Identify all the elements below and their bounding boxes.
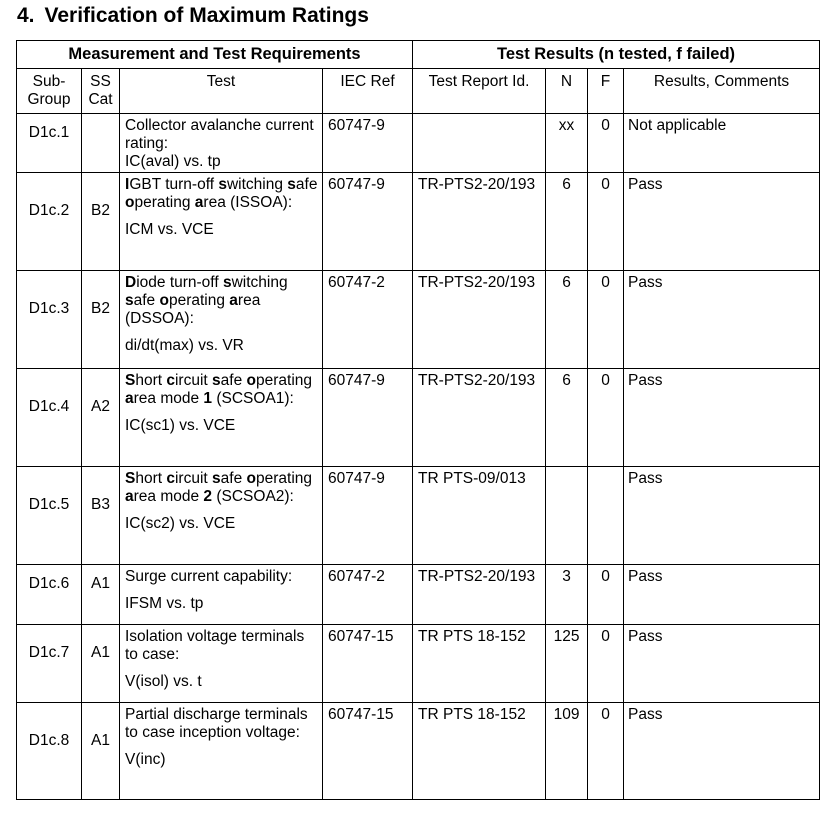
report-id-cell: TR PTS 18-152 bbox=[413, 703, 546, 800]
n-tested-cell: 6 bbox=[546, 369, 588, 467]
f-failed-cell: 0 bbox=[588, 565, 624, 625]
test-cell bbox=[120, 369, 323, 467]
subgroup-cell: D1c.8 bbox=[17, 703, 82, 800]
n-tested-cell: 109 bbox=[546, 703, 588, 800]
iec-ref-cell: 60747-2 bbox=[323, 565, 413, 625]
test-description: Isolation voltage terminals to case: bbox=[125, 628, 305, 663]
f-failed-cell: 0 bbox=[588, 369, 624, 467]
group-header-requirements: Measurement and Test Requirements bbox=[17, 41, 413, 69]
iec-ref-cell: 60747-2 bbox=[323, 271, 413, 369]
table-row bbox=[17, 271, 820, 369]
table-row bbox=[17, 703, 820, 800]
group-header-results: Test Results (n tested, f failed) bbox=[413, 41, 820, 69]
test-formula: IC(aval) vs. tp bbox=[125, 153, 221, 170]
test-description: Short circuit safe operating area mode 1 (SCSOA1): bbox=[125, 372, 312, 407]
iec-ref-cell: 60747-9 bbox=[323, 369, 413, 467]
ss-cat-cell: B2 bbox=[82, 271, 120, 369]
col-header-iec-ref: IEC Ref bbox=[323, 69, 413, 114]
col-header-report-id: Test Report Id. bbox=[413, 69, 546, 114]
test-cell bbox=[120, 625, 323, 703]
result-cell: Pass bbox=[624, 369, 820, 467]
ss-cat-cell: B3 bbox=[82, 467, 120, 565]
result-cell: Not applicable bbox=[624, 114, 820, 173]
col-header-ss-cat: SS Cat bbox=[82, 69, 120, 114]
subgroup-cell: D1c.1 bbox=[17, 114, 82, 173]
ss-cat-cell: A1 bbox=[82, 565, 120, 625]
subgroup-cell: D1c.4 bbox=[17, 369, 82, 467]
result-cell: Pass bbox=[624, 173, 820, 271]
table-row bbox=[17, 565, 820, 625]
test-description: Partial discharge terminals to case inception voltage: bbox=[125, 706, 308, 741]
iec-ref-cell: 60747-9 bbox=[323, 114, 413, 173]
test-cell bbox=[120, 565, 323, 625]
n-tested-cell: xx bbox=[546, 114, 588, 173]
test-cell bbox=[120, 703, 323, 800]
test-formula: ICM vs. VCE bbox=[125, 221, 214, 238]
ss-cat-cell: B2 bbox=[82, 173, 120, 271]
report-id-cell: TR-PTS2-20/193 bbox=[413, 565, 546, 625]
result-cell: Pass bbox=[624, 565, 820, 625]
report-id-cell: TR PTS 18-152 bbox=[413, 625, 546, 703]
test-formula: IFSM vs. tp bbox=[125, 595, 204, 612]
result-cell: Pass bbox=[624, 625, 820, 703]
test-formula: di/dt(max) vs. VR bbox=[125, 337, 244, 354]
section-title: Verification of Maximum Ratings bbox=[44, 4, 369, 27]
n-tested-cell: 125 bbox=[546, 625, 588, 703]
table-row bbox=[17, 369, 820, 467]
result-cell: Pass bbox=[624, 467, 820, 565]
n-tested-cell bbox=[546, 467, 588, 565]
ss-cat-cell: A2 bbox=[82, 369, 120, 467]
n-tested-cell: 6 bbox=[546, 173, 588, 271]
test-formula: V(isol) vs. t bbox=[125, 673, 202, 690]
col-header-test: Test bbox=[120, 69, 323, 114]
n-tested-cell: 6 bbox=[546, 271, 588, 369]
test-formula: IC(sc1) vs. VCE bbox=[125, 417, 236, 434]
f-failed-cell: 0 bbox=[588, 703, 624, 800]
subgroup-cell: D1c.7 bbox=[17, 625, 82, 703]
iec-ref-cell: 60747-9 bbox=[323, 173, 413, 271]
f-failed-cell bbox=[588, 467, 624, 565]
ss-cat-cell: A1 bbox=[82, 703, 120, 800]
report-id-cell bbox=[413, 114, 546, 173]
ratings-table bbox=[16, 40, 820, 800]
report-id-cell: TR-PTS2-20/193 bbox=[413, 271, 546, 369]
table-row bbox=[17, 114, 820, 173]
subgroup-cell: D1c.6 bbox=[17, 565, 82, 625]
f-failed-cell: 0 bbox=[588, 173, 624, 271]
test-description: Collector avalanche current rating: bbox=[125, 117, 314, 152]
f-failed-cell: 0 bbox=[588, 625, 624, 703]
report-id-cell: TR PTS-09/013 bbox=[413, 467, 546, 565]
ss-cat-cell bbox=[82, 114, 120, 173]
subgroup-cell: D1c.2 bbox=[17, 173, 82, 271]
test-cell bbox=[120, 467, 323, 565]
table-row bbox=[17, 467, 820, 565]
section-heading bbox=[17, 0, 369, 32]
test-formula: V(inc) bbox=[125, 751, 166, 768]
report-id-cell: TR-PTS2-20/193 bbox=[413, 369, 546, 467]
f-failed-cell: 0 bbox=[588, 271, 624, 369]
n-tested-cell: 3 bbox=[546, 565, 588, 625]
table-row bbox=[17, 625, 820, 703]
table-row bbox=[17, 173, 820, 271]
col-header-results: Results, Comments bbox=[624, 69, 820, 114]
col-header-subgroup: Sub- Group bbox=[17, 69, 82, 114]
col-header-n: N bbox=[546, 69, 588, 114]
iec-ref-cell: 60747-9 bbox=[323, 467, 413, 565]
test-description: Diode turn-off switching safe operating area (DSSOA): bbox=[125, 274, 288, 327]
col-header-f: F bbox=[588, 69, 624, 114]
result-cell: Pass bbox=[624, 271, 820, 369]
f-failed-cell: 0 bbox=[588, 114, 624, 173]
test-formula: IC(sc2) vs. VCE bbox=[125, 515, 236, 532]
test-description: Short circuit safe operating area mode 2 (SCSOA2): bbox=[125, 470, 312, 505]
test-description: Surge current capability: bbox=[125, 568, 293, 585]
subgroup-cell: D1c.5 bbox=[17, 467, 82, 565]
test-description: IGBT turn-off switching safe operating area (ISSOA): bbox=[125, 176, 318, 211]
table-body bbox=[17, 114, 820, 800]
iec-ref-cell: 60747-15 bbox=[323, 625, 413, 703]
result-cell: Pass bbox=[624, 703, 820, 800]
report-id-cell: TR-PTS2-20/193 bbox=[413, 173, 546, 271]
test-cell bbox=[120, 114, 323, 173]
test-cell bbox=[120, 271, 323, 369]
ss-cat-cell: A1 bbox=[82, 625, 120, 703]
test-cell bbox=[120, 173, 323, 271]
subgroup-cell: D1c.3 bbox=[17, 271, 82, 369]
section-number: 4. bbox=[17, 4, 35, 27]
iec-ref-cell: 60747-15 bbox=[323, 703, 413, 800]
